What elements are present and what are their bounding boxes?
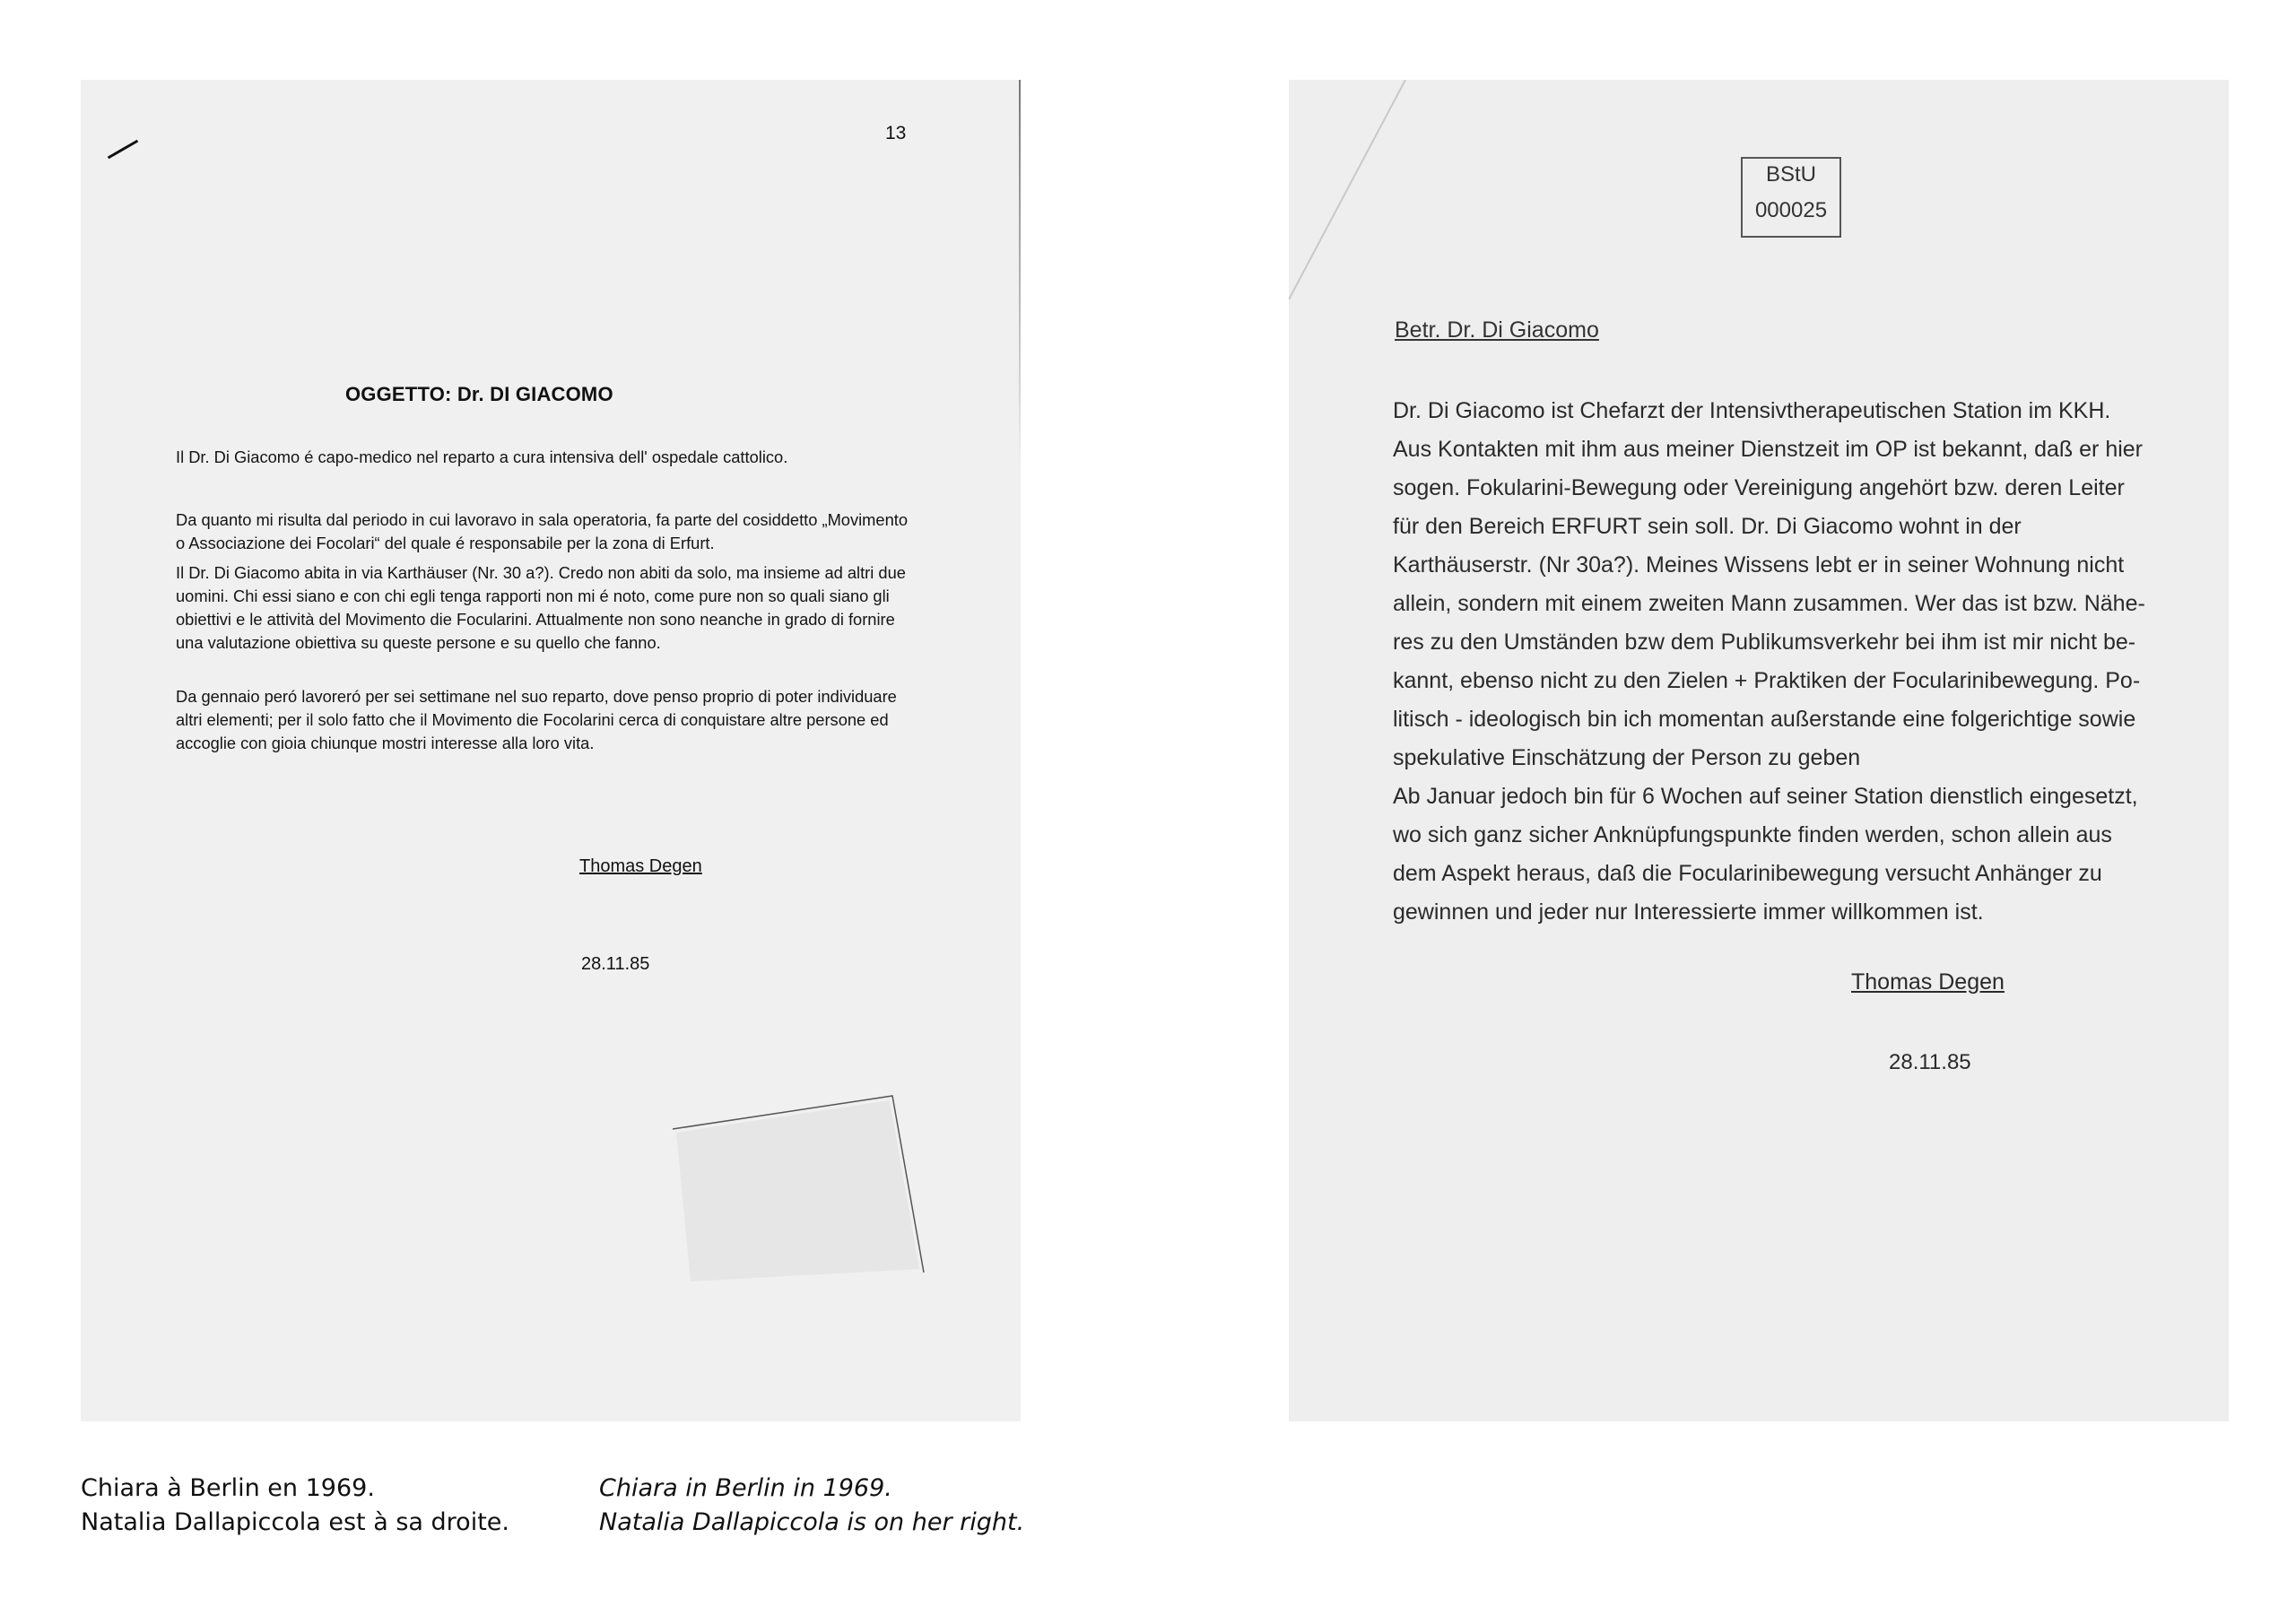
faded-stamp-mark bbox=[664, 1093, 933, 1326]
signature: Thomas Degen bbox=[1851, 969, 2005, 995]
paper-crease bbox=[1289, 80, 1414, 313]
caption-french-line-1: Chiara à Berlin en 1969. bbox=[81, 1474, 375, 1502]
paragraph-4: Da gennaio peró lavoreró per sei settimane nel suo reparto, dove penso proprio di poter individuare altri elementi; per il solo fatto che il Movimento die Focolarini cerca di conquistare altre persone ed accoglie con gioia chiunque mostri interesse alla loro vita. bbox=[176, 687, 897, 752]
italian-document-scan bbox=[81, 80, 1021, 1421]
paragraph-2: Da quanto mi risulta dal periodo in cui lavoravo in sala operatoria, fa parte del cosiddetto „Movimento o Associazione dei Focolari“ del quale é responsabile per la zona di Erfurt. bbox=[176, 510, 908, 552]
german-document-scan bbox=[1289, 80, 2229, 1421]
scan-edge-line bbox=[1019, 80, 1021, 465]
caption-french-line-2: Natalia Dallapiccola est à sa droite. bbox=[81, 1508, 509, 1536]
caption-french bbox=[81, 1472, 509, 1540]
archive-stamp-number: 000025 bbox=[1754, 198, 1828, 222]
pen-mark bbox=[108, 140, 138, 160]
paragraph-1: Il Dr. Di Giacomo é capo-medico nel reparto a cura intensiva dell' ospedale cattolico. bbox=[176, 447, 788, 466]
document-date: 28.11.85 bbox=[581, 954, 650, 974]
document-body: Dr. Di Giacomo ist Chefarzt der Intensivtherapeutischen Station im KKH. Aus Kontakten mit ihm aus meiner Dienstzeit im OP ist bekannt, daß er hier sogen. Fokularini-Bewegung oder Vereinigung angehört bzw. deren Leiter für den Bereich ERFURT sein soll. Dr. Di Giacomo wohnt in der Karthäuserstr. (Nr 30a?). Meines Wissens lebt er in seiner Wohnung nicht allein, sondern mit einem zweiten Mann zusammen. Wer das ist bzw. Nähe- res zu den Umständen bzw dem Publikumsverkehr bei ihm ist mir nicht be- kannt, ebenso nicht zu den Zielen + Praktiken der Focularinibewegung. Po- litisch - ideologisch bin ich momentan außerstande eine folgerichtige sowie spekulative Einschätzung der Person zu geben Ab Januar jedoch bin für 6 Wochen auf seiner Station dienstlich eingesetzt, wo sich ganz sicher Anknüpfungspunkte finden werden, schon allein aus dem Aspekt heraus, daß die Focularinibewegung versucht Anhänger zu gewinnen und jeder nur Interessierte immer willkommen ist. bbox=[1393, 398, 2145, 925]
signature: Thomas Degen bbox=[579, 856, 702, 876]
document-date: 28.11.85 bbox=[1889, 1050, 1971, 1074]
caption-english-line-1: Chiara in Berlin in 1969. bbox=[599, 1474, 892, 1502]
paragraph-3: Il Dr. Di Giacomo abita in via Karthäuser (Nr. 30 a?). Credo non abiti da solo, ma insieme ad altri due uomini. Chi essi siano e con chi egli tenga rapporti non mi é noto, come pure non so quali siano gli obiettivi e le attività del Movimento die Focularini. Attualmente non sono neanche in grado di fornire una valutazione obiettiva su queste persone e su quello che fanno. bbox=[176, 563, 906, 652]
archive-stamp bbox=[1741, 157, 1841, 238]
caption-english-line-2: Natalia Dallapiccola is on her right. bbox=[599, 1508, 1025, 1536]
caption-english bbox=[599, 1472, 1024, 1540]
document-subject: OGGETTO: Dr. DI GIACOMO bbox=[345, 383, 613, 405]
document-subject: Betr. Dr. Di Giacomo bbox=[1395, 317, 1599, 343]
archive-stamp-name: BStU bbox=[1765, 162, 1816, 187]
page-number: 13 bbox=[885, 123, 907, 143]
